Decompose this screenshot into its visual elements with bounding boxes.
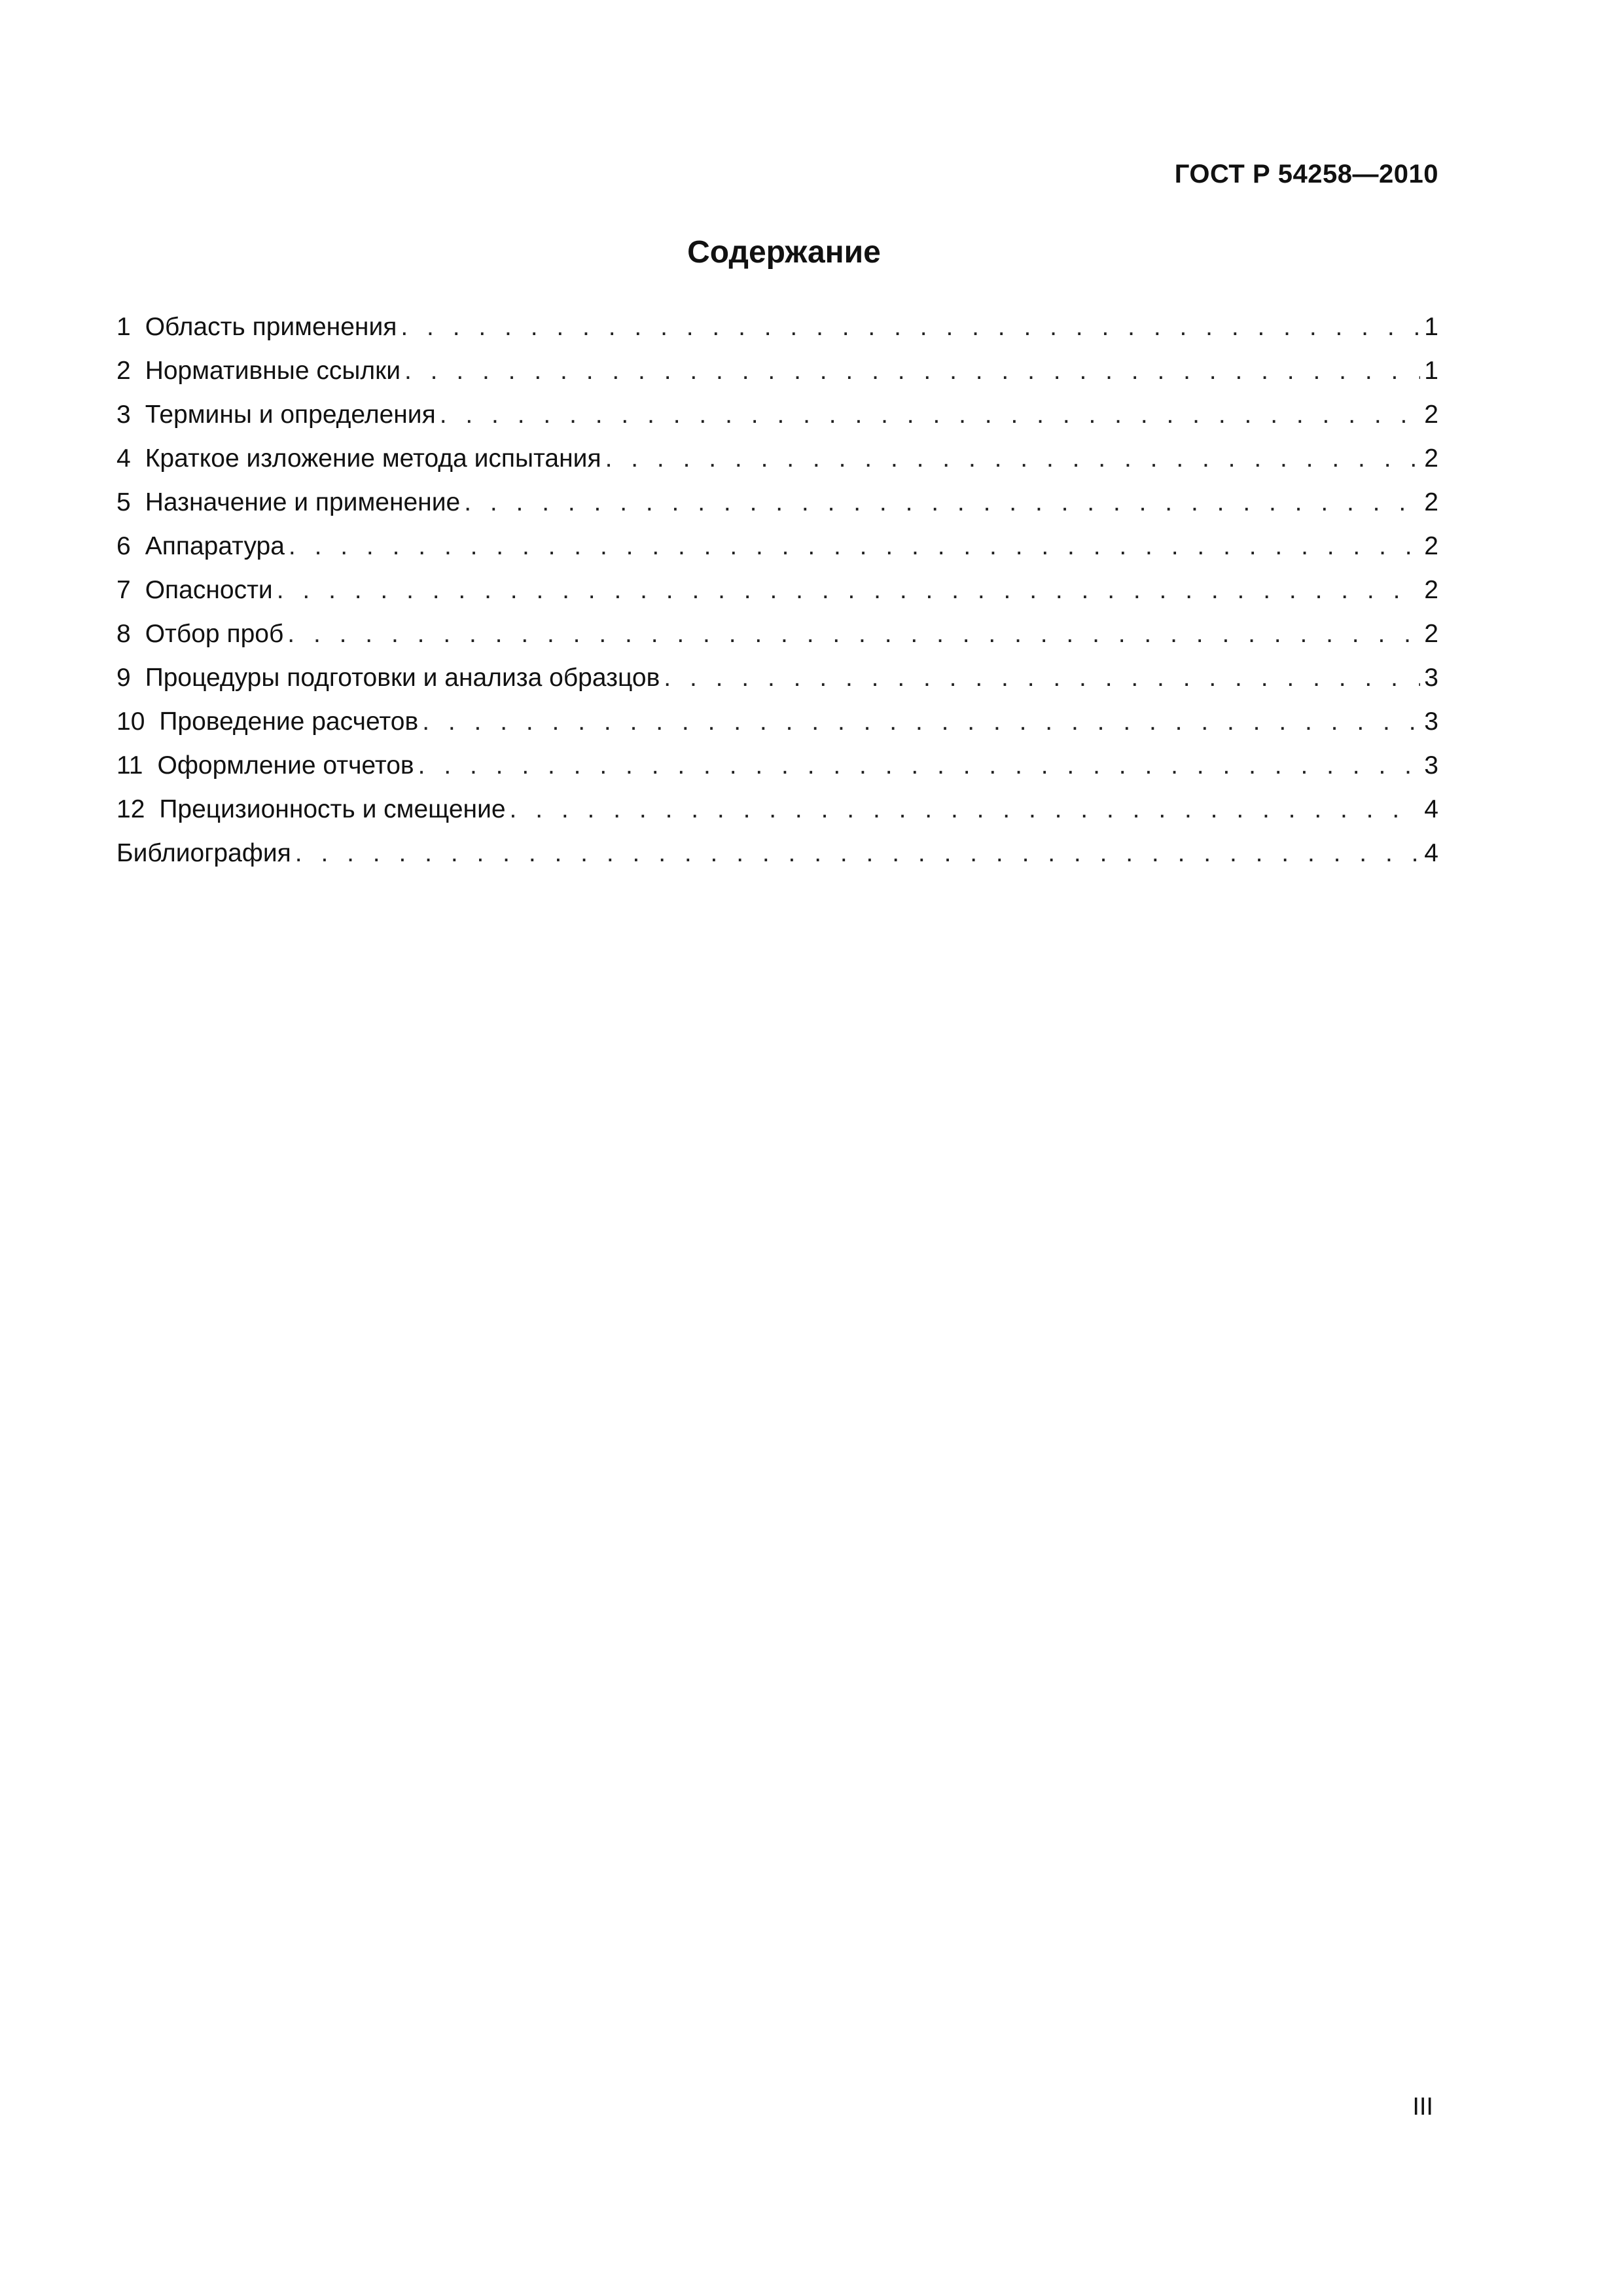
toc-entry[interactable] — [116, 357, 1438, 401]
toc-entry-number: 3 — [116, 401, 131, 429]
dot-leader — [664, 664, 1420, 692]
toc-entry[interactable] — [116, 839, 1438, 883]
toc-entry-page: 3 — [1424, 751, 1438, 780]
dot-leader — [440, 401, 1420, 429]
toc-entry-label: Область применения — [145, 313, 397, 341]
toc-entry-page: 4 — [1424, 839, 1438, 867]
toc-entry-number: 1 — [116, 313, 131, 341]
toc-entry-page: 1 — [1424, 357, 1438, 385]
toc-entry[interactable] — [116, 576, 1438, 620]
toc-entry-number: 9 — [116, 664, 131, 692]
toc-entry-page: 3 — [1424, 664, 1438, 692]
toc-entry-page: 2 — [1424, 444, 1438, 473]
document-code: ГОСТ Р 54258—2010 — [1174, 160, 1438, 188]
toc-entry[interactable] — [116, 751, 1438, 795]
toc-entry[interactable] — [116, 532, 1438, 576]
toc-entry-label: Оформление отчетов — [157, 751, 414, 780]
toc-entry-number: 4 — [116, 444, 131, 473]
dot-leader — [277, 576, 1420, 605]
toc-entry-page: 2 — [1424, 532, 1438, 560]
toc-entry-label: Библиография — [116, 839, 291, 867]
dot-leader — [295, 839, 1420, 868]
toc-entry-label: Процедуры подготовки и анализа образцов — [145, 664, 660, 692]
dot-leader — [510, 795, 1420, 824]
toc-entry-page: 2 — [1424, 576, 1438, 604]
toc-entry-number: 5 — [116, 488, 131, 516]
toc-entry-label: Проведение расчетов — [159, 708, 419, 736]
dot-leader — [289, 532, 1420, 561]
toc-entry[interactable] — [116, 444, 1438, 488]
dot-leader — [605, 444, 1420, 473]
toc-entry-page: 2 — [1424, 488, 1438, 516]
toc-entry-label: Нормативные ссылки — [145, 357, 401, 385]
toc-entry-page: 3 — [1424, 708, 1438, 736]
dot-leader — [422, 708, 1420, 736]
toc-entry-page: 2 — [1424, 401, 1438, 429]
toc-entry-label: Отбор проб — [145, 620, 284, 648]
toc-entry-number: 10 — [116, 708, 145, 736]
toc-entry-number: 12 — [116, 795, 145, 823]
toc-entry[interactable] — [116, 313, 1438, 357]
toc-entry[interactable] — [116, 795, 1438, 839]
toc-entry-number: 6 — [116, 532, 131, 560]
toc-entry-number: 11 — [116, 751, 143, 780]
toc-entry-label: Назначение и применение — [145, 488, 461, 516]
dot-leader — [418, 751, 1420, 780]
toc-entry-page: 1 — [1424, 313, 1438, 341]
dot-leader — [287, 620, 1420, 649]
toc-entry[interactable] — [116, 708, 1438, 751]
toc-entry-label: Прецизионность и смещение — [159, 795, 506, 823]
table-of-contents — [116, 313, 1438, 883]
toc-entry-page: 4 — [1424, 795, 1438, 823]
toc-entry-number: 2 — [116, 357, 131, 385]
toc-entry-page: 2 — [1424, 620, 1438, 648]
toc-entry-label: Краткое изложение метода испытания — [145, 444, 601, 473]
page-number: III — [1412, 2093, 1433, 2121]
toc-entry-label: Аппаратура — [145, 532, 285, 560]
toc-entry-number: 8 — [116, 620, 131, 648]
toc-entry-number: 7 — [116, 576, 131, 604]
toc-entry-label: Опасности — [145, 576, 273, 604]
toc-entry[interactable] — [116, 488, 1438, 532]
dot-leader — [401, 313, 1420, 342]
dot-leader — [404, 357, 1420, 386]
toc-entry-label: Термины и определения — [145, 401, 436, 429]
toc-entry[interactable] — [116, 401, 1438, 444]
dot-leader — [464, 488, 1420, 517]
toc-entry[interactable] — [116, 664, 1438, 708]
toc-entry[interactable] — [116, 620, 1438, 664]
toc-title: Содержание — [687, 235, 881, 270]
